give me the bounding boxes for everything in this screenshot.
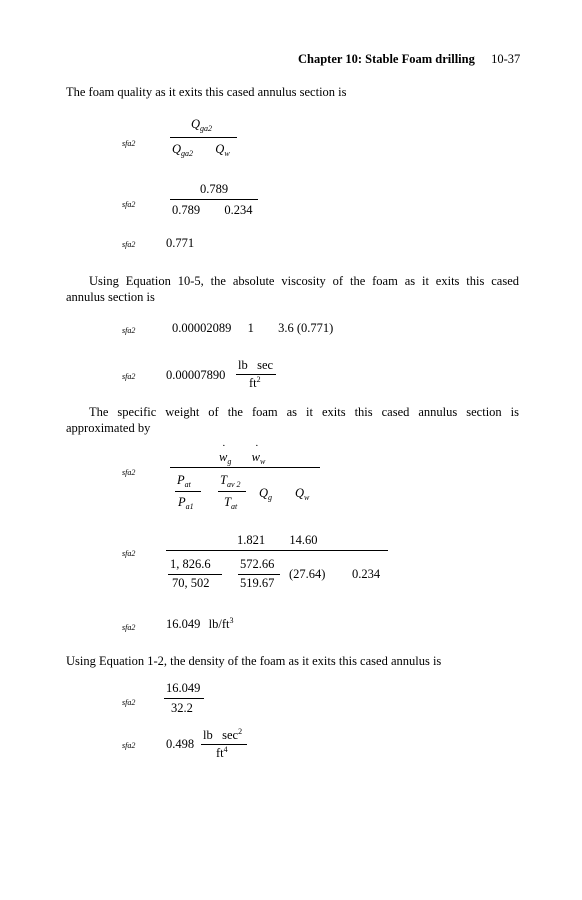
eq6-q-w: $Q_w$: [295, 486, 310, 502]
paragraph-viscosity-line2: annulus section is: [66, 290, 155, 304]
dot-accent: ·: [222, 440, 226, 452]
eq7-a-denominator: 70, 502: [172, 576, 210, 590]
eq9-denominator: 32.2: [171, 701, 193, 715]
page-number: 10-37: [491, 52, 521, 66]
eq8-expression: 16.049 $lb/ft^3$: [166, 616, 234, 631]
running-header: [298, 52, 520, 67]
paragraph-foam-quality: The foam quality as it exits this cased annulus section is: [66, 85, 347, 99]
eq-label: sfa2: [122, 741, 136, 750]
eq-label: sfa2: [122, 623, 136, 632]
eq5-unit-numerator: lb sec: [238, 358, 274, 372]
eq-label: sfa2: [122, 240, 136, 249]
eq6-p-at: $P_{at}$: [177, 473, 191, 489]
eq6-t-av2: $T_{av 2}$: [220, 473, 241, 489]
eq-label: sfa2: [122, 139, 136, 148]
eq6-p-a1: $P_{a1}$: [178, 495, 194, 511]
eq6-t-at: $T_{at}$: [224, 495, 238, 511]
eq10-unit-numerator: lb $\sec^2$: [203, 727, 243, 742]
chapter-title: Chapter 10: Stable Foam drilling: [298, 52, 475, 66]
eq5-value: 0.00007890: [166, 368, 226, 382]
eq5-unit-denominator: $ft^2$: [249, 375, 261, 390]
fraction-bar: [218, 491, 246, 492]
eq2-denominator: 0.789 0.234: [172, 203, 253, 217]
eq1-numerator: $Q_{ga2}$: [191, 117, 213, 133]
eq7-b-denominator: 519.67: [240, 576, 275, 590]
paragraph-density: Using Equation 1-2, the density of the foam as it exits this cased annulus is: [66, 654, 442, 668]
eq6-numerator: $w_g$ $w_w$: [219, 450, 266, 466]
eq-label: sfa2: [122, 549, 136, 558]
eq9-numerator: 16.049: [166, 681, 201, 695]
eq-label: sfa2: [122, 468, 136, 477]
eq7-c: (27.64): [289, 567, 326, 581]
eq10-unit-denominator: $ft^4$: [216, 745, 228, 760]
fraction-bar: [168, 574, 222, 575]
eq10-value: 0.498: [166, 737, 195, 751]
fraction-bar: [166, 550, 388, 551]
paragraph-viscosity-line1: Using Equation 10-5, the absolute viscosity of the foam as it exits this cased: [89, 274, 519, 288]
fraction-bar: [170, 199, 258, 200]
paragraph-specific-weight-line2: approximated by: [66, 421, 151, 435]
fraction-bar: [236, 374, 276, 375]
eq1-denominator: $Q_{ga2}$ $Q_w$: [172, 142, 230, 158]
dot-accent: ·: [255, 440, 259, 452]
eq6-q-g: $Q_g$: [259, 486, 273, 502]
eq-label: sfa2: [122, 326, 136, 335]
fraction-bar: [175, 491, 201, 492]
eq3-value: 0.771: [166, 236, 195, 250]
eq-label: sfa2: [122, 372, 136, 381]
paragraph-specific-weight-line1: The specific weight of the foam as it exits this cased annulus section is: [89, 405, 519, 419]
eq7-numerator: 1.821 14.60: [237, 533, 318, 547]
fraction-bar: [170, 137, 237, 138]
eq7-d: 0.234: [352, 567, 381, 581]
eq-label: sfa2: [122, 200, 136, 209]
eq2-numerator: 0.789: [200, 182, 229, 196]
eq7-b-numerator: 572.66: [240, 557, 275, 571]
fraction-bar: [164, 698, 204, 699]
fraction-bar: [238, 574, 280, 575]
fraction-bar: [170, 467, 320, 468]
eq-label: sfa2: [122, 698, 136, 707]
eq4-expression: 0.00002089 1 3.6 (0.771): [172, 321, 334, 335]
eq7-a-numerator: 1, 826.6: [170, 557, 211, 571]
